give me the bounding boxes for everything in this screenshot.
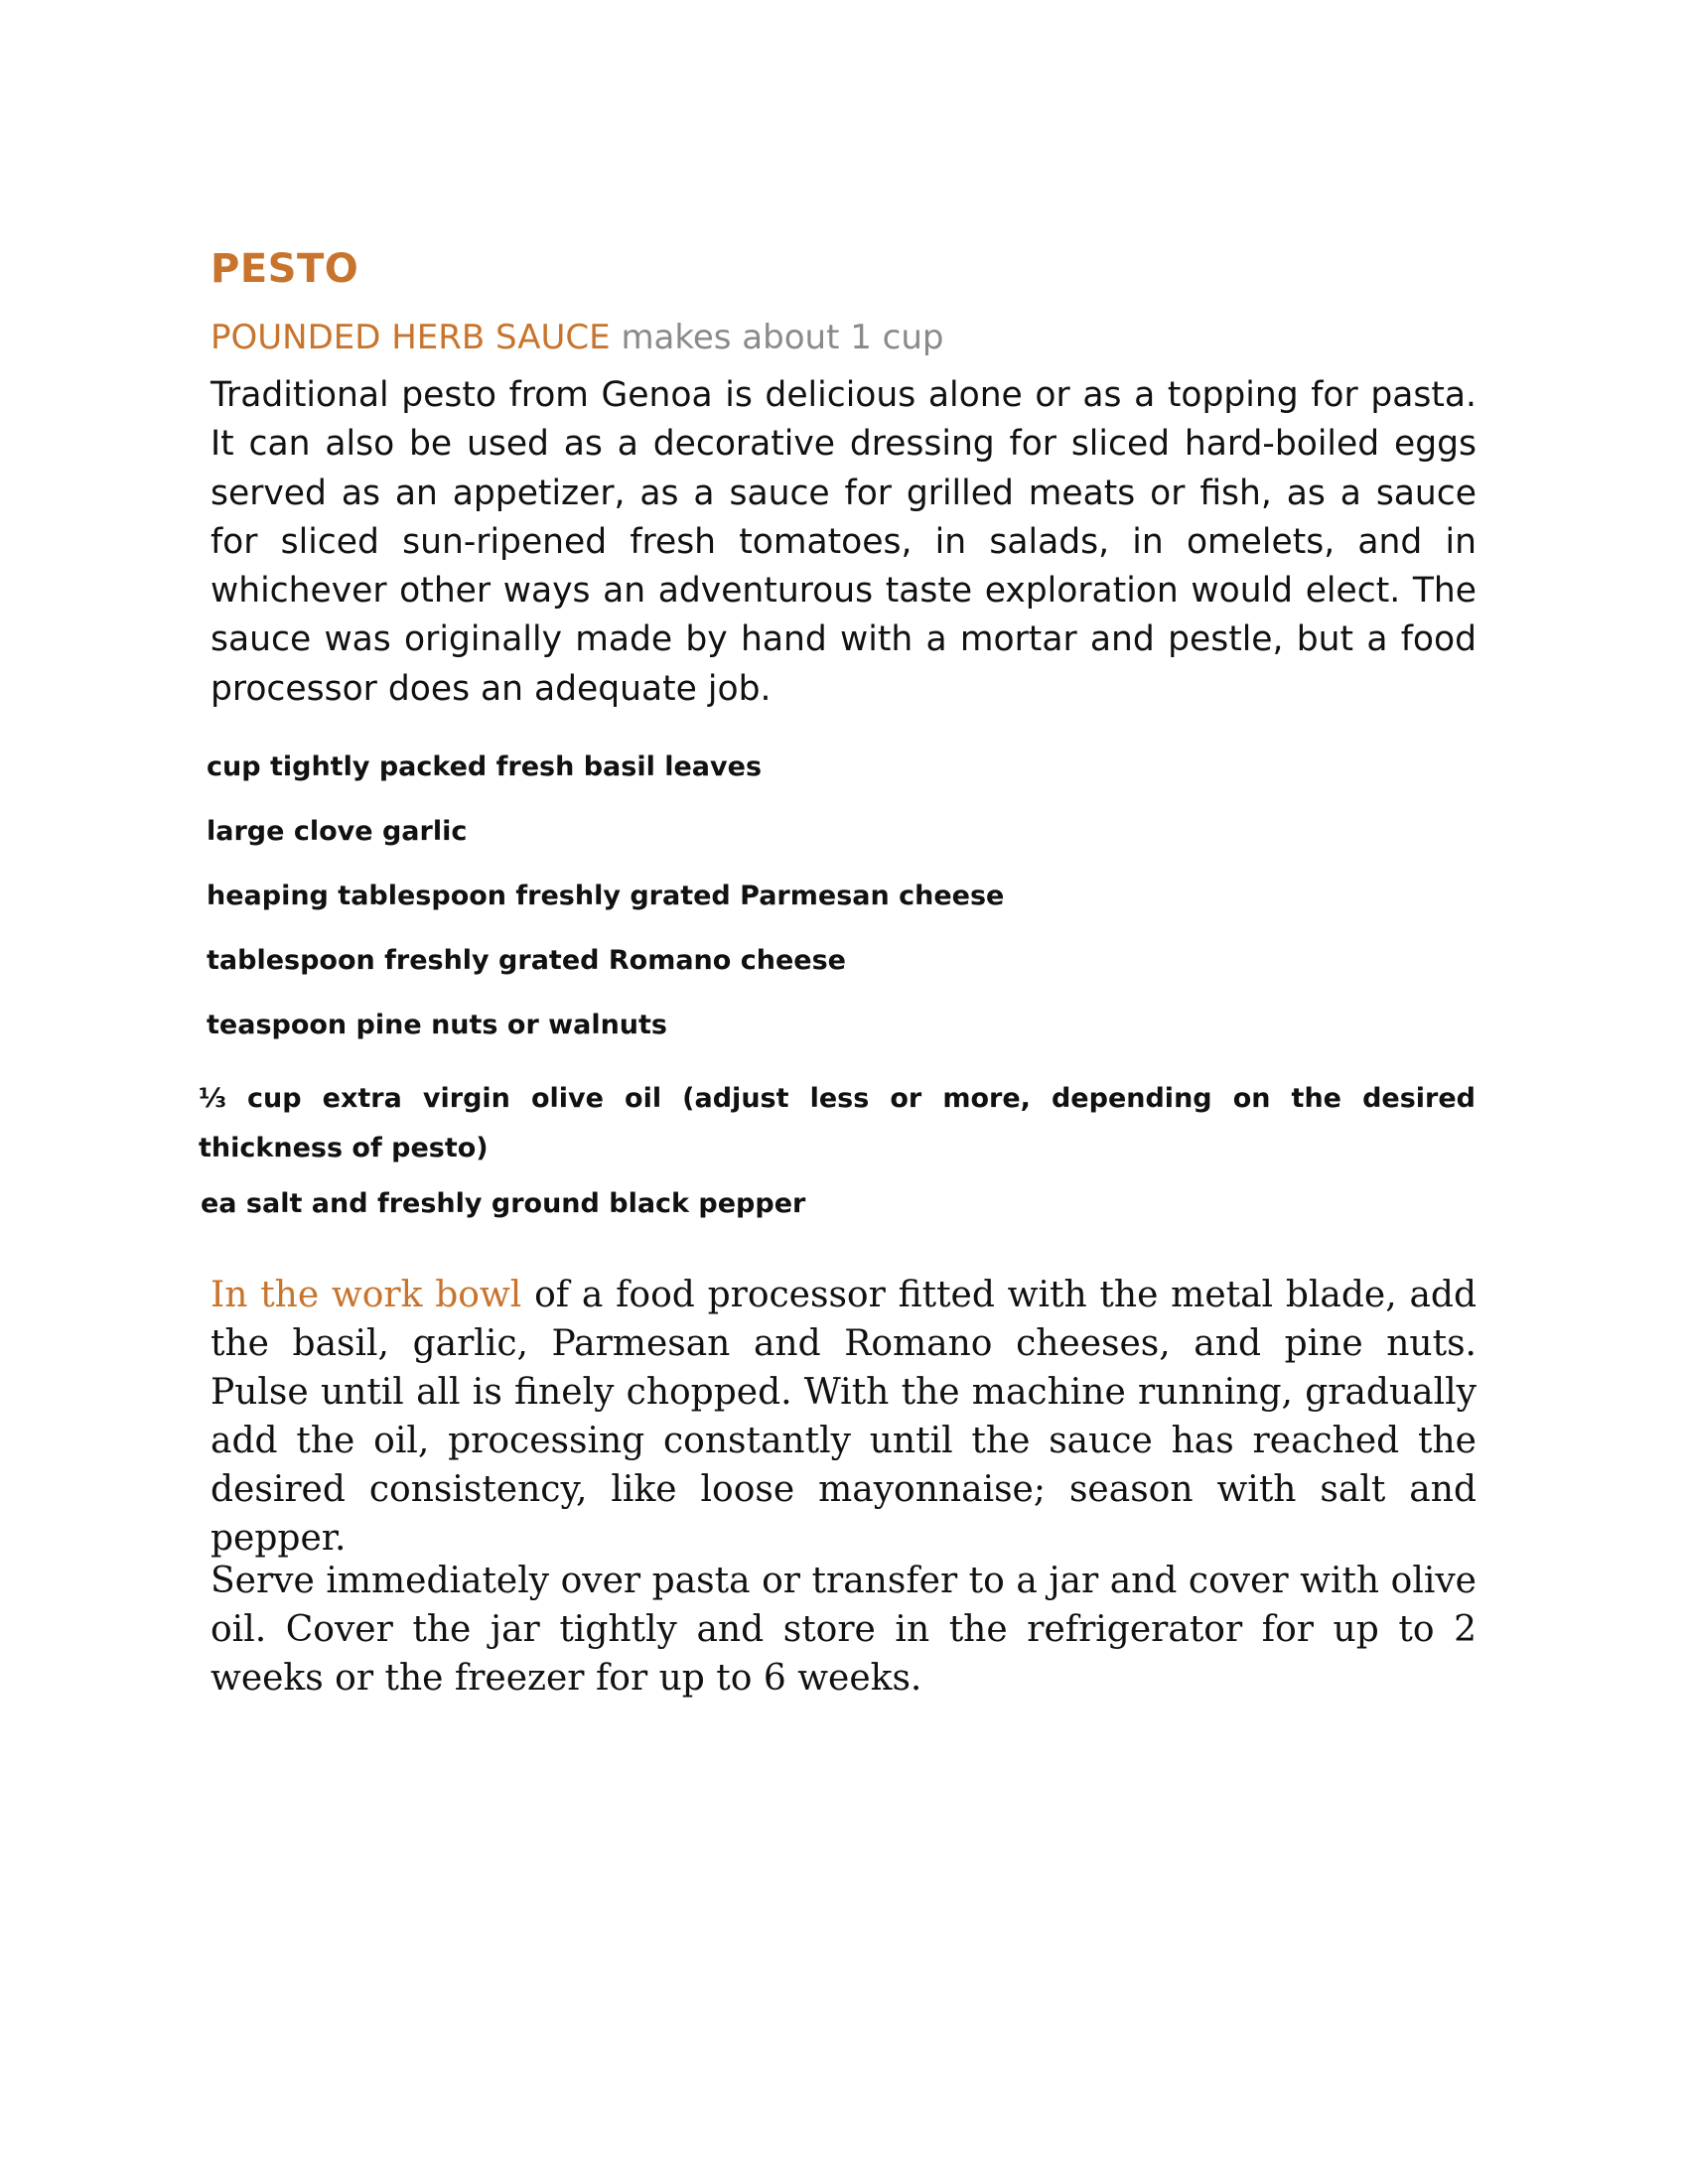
ingredient-item: tablespoon freshly grated Romano cheese <box>207 945 846 976</box>
recipe-intro: Traditional pesto from Genoa is delicious alone or as a topping for pasta. It can also be used as a decorative dressing for sliced hard-boiled eggs served as an appetizer, as a sauce for grilled meats or fish, as a sauce for sliced sun-ripened fresh tomatoes, in salads, in omelets, and in whichever other ways an adventurous taste exploration would elect. The sauce was originally made by hand with a mortar and pestle, but a food processor does an adequate job. <box>211 375 1477 709</box>
ingredient-item: ea salt and freshly ground black pepper <box>201 1188 806 1219</box>
recipe-subtitle: POUNDED HERB SAUCE <box>211 318 611 357</box>
recipe-subtitle-line <box>211 318 943 357</box>
ingredient-item: ⅓ cup extra virgin olive oil (adjust less or more, depending on the desired thickness of pesto) <box>199 1083 1476 1163</box>
method-text: Serve immediately over pasta or transfer to a jar and cover with olive oil. Cover the jar tightly and store in the refrigerator for up to 2 weeks or the freezer for up to 6 weeks. <box>211 1561 1477 1699</box>
recipe-yield: makes about 1 cup <box>621 318 944 357</box>
method-step <box>211 1271 1477 1563</box>
recipe-title: PESTO <box>211 246 359 292</box>
ingredient-item: teaspoon pine nuts or walnuts <box>207 1010 667 1040</box>
ingredient-item: cup tightly packed fresh basil leaves <box>207 751 763 782</box>
ingredient-item: large clove garlic <box>207 816 468 847</box>
method-lead-in: In the work bowl <box>211 1275 522 1315</box>
ingredient-item: heaping tablespoon freshly grated Parmesan cheese <box>207 881 1005 911</box>
method-step <box>211 1557 1477 1703</box>
method-text: of a food processor fitted with the metal blade, add the basil, garlic, Parmesan and Romano cheeses, and pine nuts. Pulse until all is finely chopped. With the machine running, gradually add the oil, processing constantly until the sauce has reached the desired consistency, like loose mayonnaise; season with salt and pepper. <box>211 1275 1477 1559</box>
